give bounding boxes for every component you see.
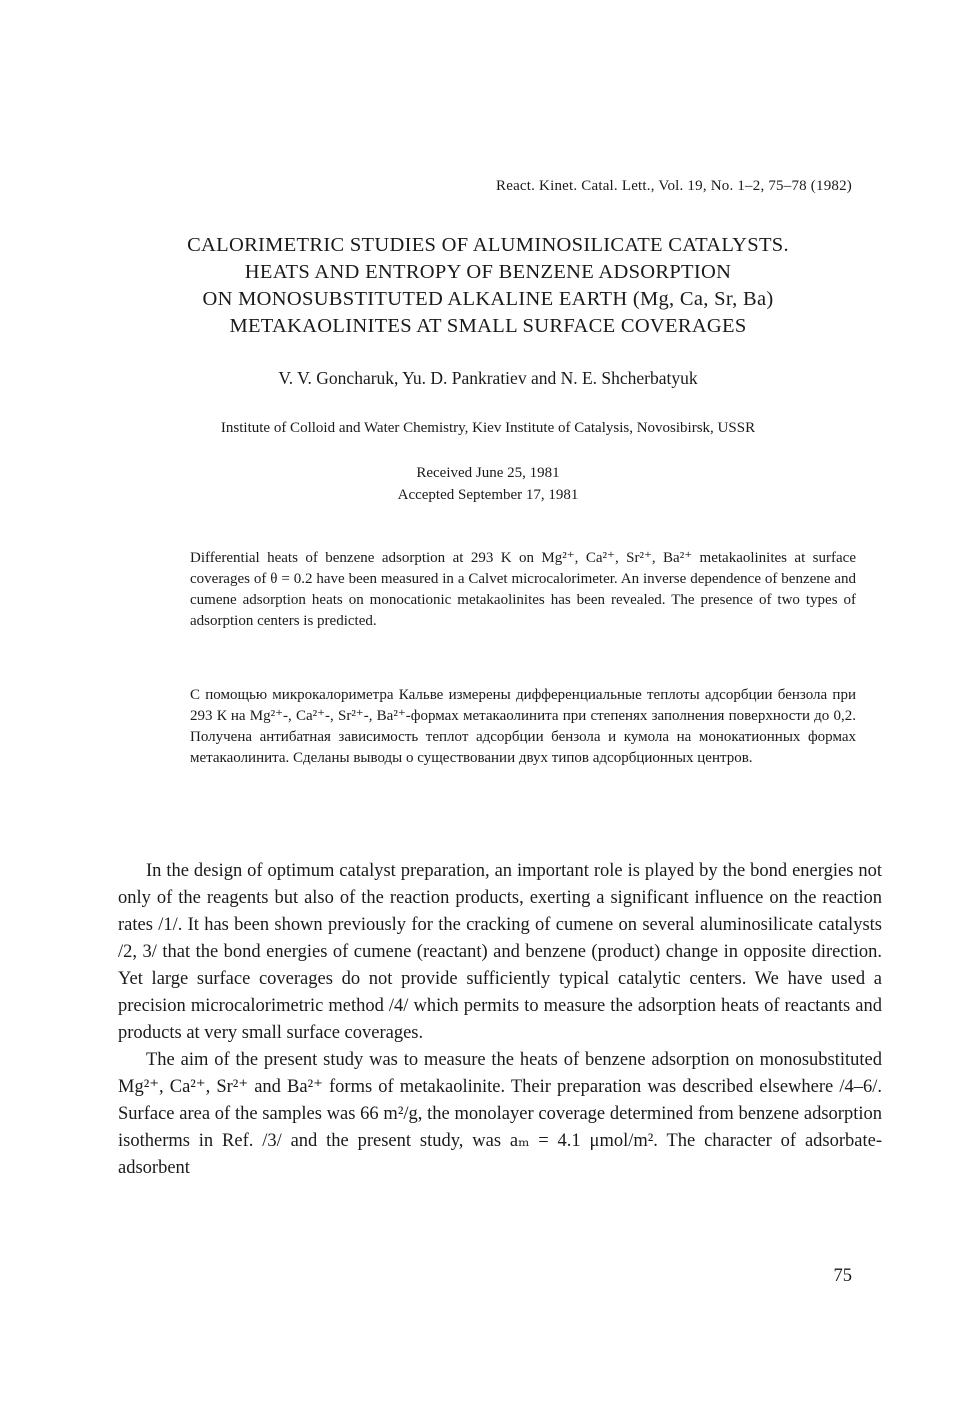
title-line: CALORIMETRIC STUDIES OF ALUMINOSILICATE CATALYSTS. — [187, 234, 789, 256]
abstract-english: Differential heats of benzene adsorption at 293 K on Mg²⁺, Ca²⁺, Sr²⁺, Ba²⁺ metakaolinites at surface coverages of θ = 0.2 have been measured in a Calvet microcalorimeter. An inverse dependence of benzene and cumene adsorption heats on monocationic metakaolinites has been revealed. The presence of two types of adsorption centers is predicted. — [190, 550, 856, 629]
received-date: Received June 25, 1981 — [416, 465, 560, 481]
page-number: 75 — [833, 1266, 852, 1286]
submission-dates — [100, 462, 876, 506]
body-paragraph: The aim of the present study was to measure the heats of benzene adsorption on monosubstituted Mg²⁺, Ca²⁺, Sr²⁺ and Ba²⁺ forms of metakaolinite. Their preparation was described elsewhere /4–6/. Surface area of the samples was 66 m²/g, the monolayer coverage determined from benzene adsorption isotherms in Ref. /3/ and the present study, was aₘ = 4.1 μmol/m². The character of adsorbate-adsorbent — [118, 1050, 882, 1178]
author-list: V. V. Goncharuk, Yu. D. Pankratiev and N. E. Shcherbatyuk — [278, 368, 698, 388]
accepted-date: Accepted September 17, 1981 — [397, 487, 579, 503]
journal-citation: React. Kinet. Catal. Lett., Vol. 19, No. 1–2, 75–78 (1982) — [496, 178, 852, 194]
title-line: ON MONOSUBSTITUTED ALKALINE EARTH (Mg, Ca, Sr, Ba) — [202, 288, 774, 310]
title-line: HEATS AND ENTROPY OF BENZENE ADSORPTION — [244, 261, 732, 283]
abstract-russian: С помощью микрокалориметра Кальве измерены дифференциальные теплоты адсорбции бензола при 293 К на Mg²⁺-, Ca²⁺-, Sr²⁺-, Ba²⁺-формах метакаолинита при степенях заполнения поверхности до 0,2. Получена антибатная зависимость теплот адсорбции бензола и кумола на монокатионных формах метакаолинита. Сделаны выводы о существовании двух типов адсорбционных центров. — [190, 687, 856, 766]
paper-title — [100, 232, 876, 340]
title-line: METAKAOLINITES AT SMALL SURFACE COVERAGES — [229, 315, 747, 337]
affiliation: Institute of Colloid and Water Chemistry, Kiev Institute of Catalysis, Novosibirsk, USSR — [220, 420, 756, 436]
body-paragraph: In the design of optimum catalyst preparation, an important role is played by the bond energies not only of the reagents but also of the reaction products, exerting a significant influence on the reaction rates /1/. It has been shown previously for the cracking of cumene on several aluminosilicate catalysts /2, 3/ that the bond energies of cumene (reactant) and benzene (product) change in opposite direction. Yet large surface coverages do not provide sufficiently typical catalytic centers. We have used a precision microcalorimetric method /4/ which permits to measure the adsorption heats of reactants and products at very small surface coverages. — [118, 861, 882, 1043]
body-text — [118, 858, 882, 1182]
